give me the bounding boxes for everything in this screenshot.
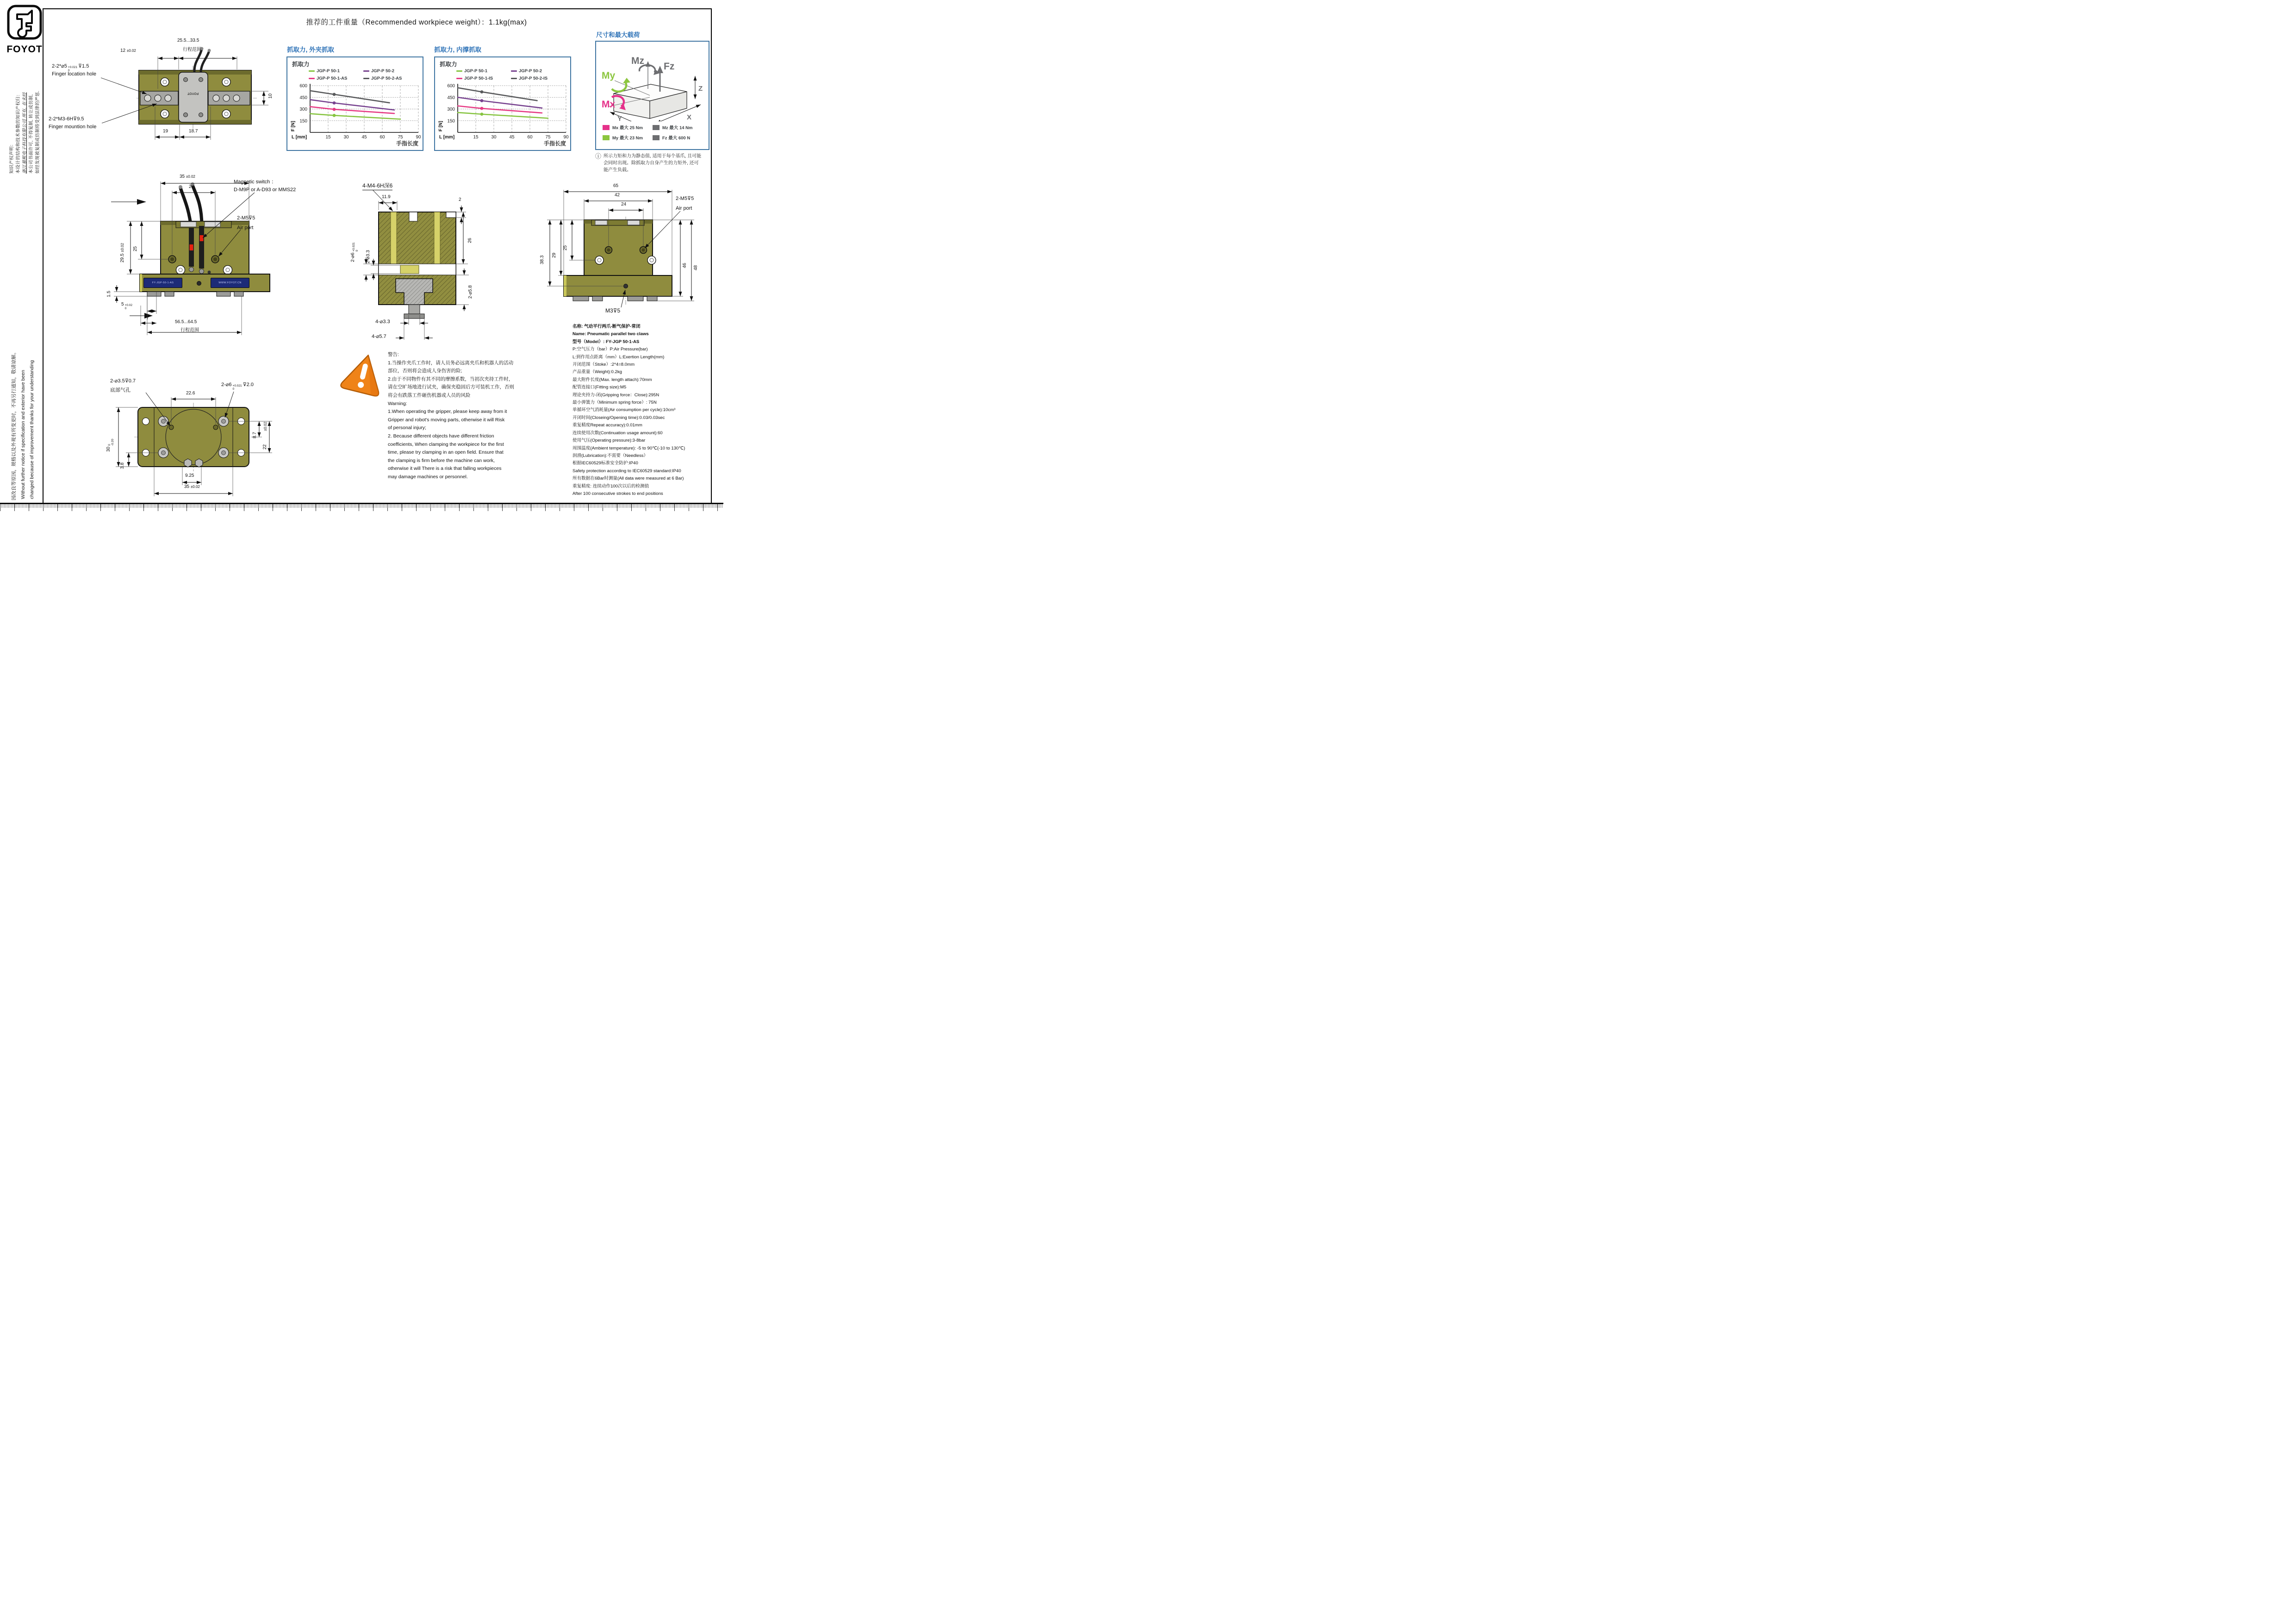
load-legend-swatch bbox=[653, 135, 660, 140]
datasheet-page bbox=[0, 0, 723, 512]
dim-38-3: 38.3 bbox=[540, 255, 545, 264]
bottom-air-hole-note: 2-⌀3.5⊽0.7 bbox=[110, 378, 136, 384]
dim-25: 25 bbox=[133, 246, 138, 251]
warning-line: 2.由于不同物件有其不同的摩擦系数，当初次夹持工件时， bbox=[388, 376, 514, 382]
warning-triangle-icon bbox=[340, 352, 386, 398]
warning-text bbox=[388, 351, 551, 481]
gripper-body bbox=[161, 221, 249, 274]
legend-dash bbox=[363, 70, 369, 72]
svg-text:150: 150 bbox=[299, 119, 307, 124]
load-diagram bbox=[596, 49, 709, 121]
dim-29-5: 29.5 ±0.02 bbox=[120, 243, 125, 262]
chart-inner-label: 抓取力 bbox=[292, 61, 310, 68]
dim-24: 24 bbox=[189, 184, 194, 189]
center-plate bbox=[179, 72, 208, 122]
chart-inner-label: 抓取力 bbox=[440, 61, 457, 68]
legend-dash bbox=[456, 70, 462, 72]
brand-name: FOYOT bbox=[6, 44, 43, 55]
dim-2: 2 bbox=[459, 197, 461, 202]
load-legend-swatch bbox=[653, 125, 660, 130]
dim-stroke-range: 56.5...64.5 bbox=[175, 319, 197, 325]
warning-line: Warning: bbox=[388, 400, 407, 406]
legend-dash bbox=[511, 70, 517, 72]
vertical-ip-line: 本设计的结构和技术参数的知识产权归： bbox=[16, 92, 21, 174]
mz-label: Mz bbox=[631, 56, 644, 66]
legend-item: JGP-P 50-2 bbox=[511, 68, 566, 74]
svg-text:300: 300 bbox=[447, 107, 455, 112]
dim-25: 25 bbox=[563, 245, 568, 250]
svg-text:300: 300 bbox=[299, 107, 307, 112]
dim-11-9: 11.9 bbox=[382, 194, 391, 200]
svg-text:15: 15 bbox=[325, 135, 331, 140]
legend-dash bbox=[309, 78, 315, 79]
warning-line: may damage machines or personnel. bbox=[388, 474, 468, 480]
svg-text:F [N]: F [N] bbox=[291, 121, 296, 131]
warning-line: 警告: bbox=[388, 352, 399, 357]
legend-dash bbox=[511, 78, 517, 79]
spec-line: 最小弹簧力（Minimum spring force）: 75N bbox=[572, 400, 657, 406]
m3-note: M3⊽5 bbox=[605, 307, 621, 314]
spec-list bbox=[572, 323, 711, 498]
warning-line: Gripper and robot's moving parts, otherwise it will Risk bbox=[388, 417, 505, 423]
svg-text:L [mm]: L [mm] bbox=[292, 135, 307, 140]
spec-line: 开闭时间(Closeing/Opening time):0.03/0.03sec bbox=[572, 415, 665, 420]
top-view-graphic bbox=[46, 37, 287, 157]
load-note-lines bbox=[604, 153, 701, 174]
magnetic-switch bbox=[199, 226, 204, 269]
engraved-strip-right: WWW.FOYOT.CN bbox=[211, 278, 249, 288]
spec-line: 所有数据在6Bar时测量(All data were measured at 6 Bar) bbox=[572, 476, 684, 481]
svg-text:L [mm]: L [mm] bbox=[439, 135, 455, 140]
legend-dash bbox=[363, 78, 369, 79]
svg-text:手指长度: 手指长度 bbox=[396, 140, 418, 147]
dim-10: 10 bbox=[268, 93, 273, 99]
warning-line: otherwise it will There is a risk that falling workpieces bbox=[388, 466, 502, 472]
dim-bore3-3: 2-⌀3.3 bbox=[366, 250, 371, 263]
finger-mount-note: 2-2*M3-6H⊽9.5 bbox=[49, 116, 84, 122]
warning-line: coefficients, When clamping the workpiece for the first bbox=[388, 441, 504, 447]
dim-19: 19 bbox=[163, 129, 168, 134]
svg-text:90: 90 bbox=[416, 135, 421, 140]
info-icon: ⓘ bbox=[595, 153, 602, 160]
warning-line: time, please try clamping in an open field. Ensure that bbox=[388, 450, 504, 456]
y-label: Y bbox=[617, 115, 622, 121]
chart-int-title: 抓取力, 内撑抓取 bbox=[434, 46, 482, 53]
air-port-label: Air port bbox=[237, 225, 254, 231]
air-port-label: Air port bbox=[676, 206, 692, 211]
load-legend-item: My 最大 23 Nm bbox=[603, 132, 653, 143]
vertical-change-line: changed because of improvement thanks for your understanding bbox=[29, 360, 35, 499]
spec-line: Name: Pneumatic parallel two claws bbox=[572, 331, 649, 337]
spec-line: 开闭范围（Stoke）:2*4=8.0mm bbox=[572, 362, 635, 368]
dim-hole3-3: 4-⌀3.3 bbox=[375, 319, 390, 325]
svg-text:450: 450 bbox=[299, 95, 307, 100]
spec-line: 产品重量（Weight):0.2kg bbox=[572, 369, 622, 375]
spec-line: 单循环空气消耗量(Air consumption per cycle):10cm³ bbox=[572, 407, 676, 413]
foyot-logo-icon bbox=[6, 4, 43, 41]
chart-ext-legend bbox=[309, 68, 418, 81]
drawing-bottom-view bbox=[102, 375, 301, 512]
load-panel-title: 尺寸和最大载荷 bbox=[596, 31, 640, 38]
dim-hole5-7: 4-⌀5.7 bbox=[372, 334, 386, 339]
warning-line: 将会有跌落工件砸伤机器或人员的风险 bbox=[388, 392, 471, 398]
chart-int-legend bbox=[456, 68, 566, 81]
warning-line: 部位，否则将会造成人身伤害的险; bbox=[388, 368, 462, 374]
engraved-logo: FOYOT bbox=[187, 92, 199, 95]
dim-22-tol: ±0.02 bbox=[263, 422, 268, 431]
spec-line: 型号（Model）: FY-JGP 50-1-AS bbox=[572, 339, 640, 344]
spec-line: 润滑(Lubrication):不需要（Needless） bbox=[572, 453, 648, 458]
dim-3-8: 3.8 bbox=[120, 462, 125, 469]
load-note bbox=[595, 153, 714, 174]
engraved-strip-left: FY-JGP-50-1-AS bbox=[143, 278, 182, 288]
load-legend-item: Fz 最大 600 N bbox=[653, 132, 703, 143]
magnetic-switch-models: D-M9P or A-D93 or MMS22 bbox=[234, 187, 296, 193]
dim-18-7: 18.7 bbox=[189, 129, 198, 134]
svg-text:60: 60 bbox=[527, 135, 533, 140]
gripper-body bbox=[138, 407, 249, 467]
chart-int-plot bbox=[436, 82, 569, 148]
z-label: Z bbox=[698, 85, 703, 93]
spec-line: Safety protection according to IEC60529 standard:IP40 bbox=[572, 468, 681, 474]
dim-30: 30 0 -0.20 bbox=[106, 439, 114, 452]
section-view-graphic bbox=[345, 181, 484, 347]
legend-item: JGP-P 50-1 bbox=[309, 68, 363, 74]
dim-22: 22 bbox=[262, 444, 268, 450]
svg-text:75: 75 bbox=[545, 135, 551, 140]
dim-48: 48 bbox=[693, 265, 698, 270]
svg-text:60: 60 bbox=[380, 135, 385, 140]
load-legend-swatch bbox=[603, 135, 610, 140]
spec-line: 周围温度(Ambient temperature): -5 to 90℃(-10 to 130℃) bbox=[572, 445, 685, 451]
vertical-ip-line: 浙江慕熙电子科技有限公司 所有, 在未经 bbox=[22, 92, 27, 174]
svg-text:90: 90 bbox=[563, 135, 569, 140]
dim-1-5: 1.5 bbox=[106, 291, 112, 297]
chart-ext-panel bbox=[286, 56, 423, 151]
svg-text:150: 150 bbox=[447, 119, 455, 124]
svg-text:600: 600 bbox=[447, 83, 455, 89]
warning-line: 1.当操作夹爪工作时，请人员务必远离夹爪和机器人的活动 bbox=[388, 360, 514, 366]
dim-65: 65 bbox=[613, 183, 619, 188]
spec-line: After 100 consecutive strokes to end positions bbox=[572, 491, 663, 496]
spec-line: 重复精度: 连续动作100次以后的检测值 bbox=[572, 483, 649, 489]
load-note-line: 所示力矩和力为静态值, 适用于每个基爪, 且可能 bbox=[604, 154, 702, 159]
svg-text:600: 600 bbox=[299, 83, 307, 89]
dim-22-6: 22.6 bbox=[186, 391, 195, 396]
dim-bore6: 2-⌀6 +0.021 0 bbox=[350, 242, 359, 262]
load-panel bbox=[595, 41, 709, 150]
legend-dash bbox=[456, 78, 462, 79]
legend-item: JGP-P 50-1 bbox=[456, 68, 511, 74]
vertical-change-line: 因改良等原因，规格以及外观有所变更时，不再另行通知，敬请谅解。 bbox=[11, 350, 17, 500]
warning-line: 2. Because different objects have different friction bbox=[388, 433, 494, 439]
dim-9-25: 9.25 bbox=[185, 473, 194, 478]
spec-line: 名称: 气动平行两爪-断气保护-常闭 bbox=[572, 324, 641, 329]
air-port-note: 2-M5⊽5 bbox=[237, 215, 255, 221]
legend-item: JGP-P 50-2-AS bbox=[363, 75, 418, 81]
load-legend-swatch bbox=[603, 125, 610, 130]
spec-line: 使用气压(Operating pressure):3-8bar bbox=[572, 438, 646, 443]
svg-text:75: 75 bbox=[398, 135, 403, 140]
vertical-ip-line: 知识产权声明： bbox=[9, 142, 14, 174]
dim-46: 46 bbox=[682, 262, 687, 268]
fz-label: Fz bbox=[664, 61, 675, 72]
spec-line: P:空气压力（bar）P:Air Pressure(bar) bbox=[572, 347, 648, 352]
dim-7: 7 bbox=[146, 316, 149, 321]
svg-text:45: 45 bbox=[509, 135, 515, 140]
dim-8-7: 8.7 bbox=[252, 432, 257, 438]
spec-line: L:到作用点距离（mm）L:Exertion Length(mm) bbox=[572, 354, 665, 360]
bottom-air-hole-label: 底部气孔 bbox=[110, 387, 131, 393]
vertical-change-line: Without further notice if specification and exterior have been bbox=[20, 370, 26, 499]
bottom-view-graphic bbox=[102, 375, 301, 512]
dim-stroke-range: 25.5...33.5 bbox=[177, 38, 199, 43]
bottom-air-hole bbox=[213, 425, 218, 430]
legend-item: JGP-P 50-2 bbox=[363, 68, 418, 74]
mx-label: Mx bbox=[602, 99, 616, 110]
drawing-top-view bbox=[46, 37, 287, 157]
legend-dash bbox=[309, 70, 315, 72]
dim-35: 35 ±0.02 bbox=[184, 484, 200, 489]
bottom-air-hole bbox=[169, 425, 174, 430]
brand-block bbox=[5, 4, 44, 55]
dim-29: 29 bbox=[552, 252, 557, 258]
warning-line: of personal injury; bbox=[388, 425, 426, 431]
warning-line: the clamping is firm before the machine can work, bbox=[388, 457, 495, 463]
spec-line: 根据IEC60529标准安全防护:IP40 bbox=[572, 461, 638, 466]
spec-line: 理论夹持力-闭(Gripping force：Close):295N bbox=[572, 392, 660, 398]
dim-12: 12 ±0.02 bbox=[120, 48, 136, 53]
spec-line: 重复精度Repeat accuracy):0.01mm bbox=[572, 423, 642, 428]
dim-26: 26 bbox=[467, 237, 473, 243]
legend-item: JGP-P 50-2-IS bbox=[511, 75, 566, 81]
bore6-note: 2-⌀6 +0.021 0 ⊽2.0 bbox=[221, 382, 254, 391]
load-legend bbox=[603, 122, 703, 143]
warning-line: 请在空旷场地进行试夹，确保夹稳固后方可装机工作，否则 bbox=[388, 384, 514, 390]
svg-text:30: 30 bbox=[491, 135, 497, 140]
finger-location-note: 2-2*⌀5 +0.021 0 ⊽1.5 bbox=[52, 63, 89, 72]
drawing-section-view bbox=[345, 181, 484, 347]
svg-text:450: 450 bbox=[447, 95, 455, 100]
chart-ext-title: 抓取力, 外夹抓取 bbox=[287, 46, 335, 53]
vertical-ip-line: 本公司书面许可, 不得复制, 转让或仿制, bbox=[29, 94, 34, 174]
dim-24: 24 bbox=[621, 202, 627, 207]
dim-5: 5 +0.02 0 bbox=[121, 302, 133, 310]
svg-text:30: 30 bbox=[343, 135, 349, 140]
load-legend-item: Mx 最大 25 Nm bbox=[603, 122, 653, 132]
drawing-front-view bbox=[102, 167, 352, 343]
magnetic-switch-note: Magnetic switch ： bbox=[234, 179, 277, 185]
thread-note: 4-M4-6H深6 bbox=[362, 181, 392, 190]
page-title: 推荐的工件重量（Recommended workpiece weight）：1.1kg(max) bbox=[306, 19, 527, 26]
spec-line: 连续使用次数(Continuation usage amount):60 bbox=[572, 430, 663, 436]
dim-bore5-8: 2-⌀5.8 bbox=[468, 285, 473, 299]
my-label: My bbox=[602, 70, 616, 81]
dim-35: 35 ±0.02 bbox=[180, 174, 195, 179]
dim-stroke-range-label: 行程范围 bbox=[180, 328, 199, 333]
chart-ext-plot bbox=[289, 82, 421, 148]
svg-text:手指长度: 手指长度 bbox=[543, 140, 566, 147]
svg-text:45: 45 bbox=[361, 135, 367, 140]
svg-text:F [N]: F [N] bbox=[438, 121, 443, 131]
dim-42: 42 bbox=[615, 193, 620, 198]
load-legend-item: Mz 最大 14 Nm bbox=[653, 122, 703, 132]
front-view-graphic bbox=[102, 167, 352, 343]
x-label: X bbox=[687, 113, 692, 121]
legend-item: JGP-P 50-1-AS bbox=[309, 75, 363, 81]
vertical-ip-line: 如经发现被复制或仿制将受到法律的严惩. bbox=[35, 90, 40, 174]
air-port-note: 2-M5⊽5 bbox=[676, 196, 694, 201]
finger-location-label: Finger location hole bbox=[52, 71, 97, 77]
spec-line: 最大附件长度(Max. length attach):70mm bbox=[572, 377, 652, 382]
finger-mount-label: Finger mountion hole bbox=[49, 124, 97, 130]
dim-stroke-range-label: 行程范围 bbox=[183, 47, 201, 52]
load-note-line: 能产生负载。 bbox=[604, 168, 632, 173]
chart-int-panel bbox=[434, 56, 571, 151]
drawing-side-view bbox=[537, 176, 722, 319]
legend-item: JGP-P 50-1-IS bbox=[456, 75, 511, 81]
load-note-line: 会同时出现。除抓取力自身产生的力矩外, 还可 bbox=[604, 161, 699, 166]
svg-text:15: 15 bbox=[473, 135, 479, 140]
warning-line: 1.When operating the gripper, please keep away from it bbox=[388, 409, 507, 415]
spec-line: 配管连接口(Fitting size):M5 bbox=[572, 385, 627, 390]
